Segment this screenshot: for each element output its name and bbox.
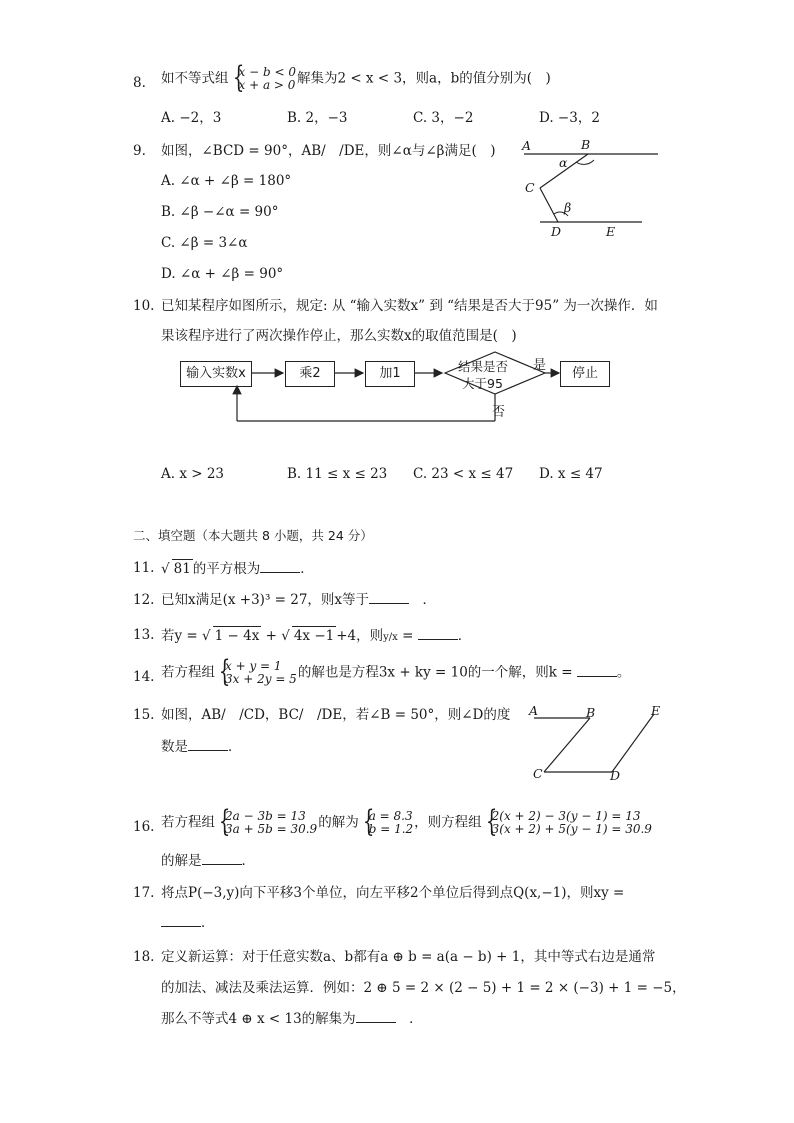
q15-number: 15. <box>133 707 155 723</box>
q16-answer-blank[interactable] <box>202 852 242 865</box>
q9-label-beta: β <box>564 200 572 215</box>
q9-number: 9. <box>133 143 146 159</box>
q8-option-a[interactable]: A. −2，3 <box>161 110 222 126</box>
q8-pre: 如不等式组 <box>161 70 229 87</box>
q9-label-c: C <box>525 180 535 195</box>
q15-stem: 如图，AB/ /CD，BC/ /DE，若∠B = 50°，则∠D的度 <box>161 707 511 723</box>
flow-input-box: 输入实数x <box>180 361 252 387</box>
q9-label-b: B <box>581 137 591 152</box>
q15-line2: 数是 ． <box>161 739 242 755</box>
flow-add-box: 加1 <box>365 361 415 387</box>
q15-label-a: A <box>529 703 539 718</box>
q10-option-d[interactable]: D. x ≤ 47 <box>539 466 603 482</box>
q11-stem: √ 81 的平方根为 ． <box>161 561 314 577</box>
q9-stem: 如图，∠BCD = 90°，AB/ /DE，则∠α与∠β满足( ) <box>161 143 496 159</box>
q10-line2: 果该程序进行了两次操作停止，那么实数x的取值范围是( ) <box>161 328 517 344</box>
q14-system: { x + y = 1 3x + 2y = 5 <box>216 660 297 686</box>
q14-answer-blank[interactable] <box>577 664 617 677</box>
q8-option-b[interactable]: B. 2，−3 <box>287 110 348 126</box>
q18-line2: 的加法、减法及乘法运算．例如：2 ⊕ 5 = 2 × (2 − 5) + 1 = 2 × (−3) + 1 = −5， <box>161 980 686 996</box>
q17-answer-blank[interactable] <box>161 914 201 927</box>
q13-answer-blank[interactable] <box>418 627 458 640</box>
q9-option-c[interactable]: C. ∠β = 3∠α <box>161 235 248 251</box>
q16-stem: 若方程组 { 2a − 3b = 13 3a + 5b = 30.9 的解为 { a = 8.3 b = 1.2 ，则方程组 { 2(x + 2) − 3(y − 1) = 13 3(x + 2) + 5(y − 1) = 30.9 <box>161 810 653 836</box>
q9-figure <box>518 136 668 241</box>
q9-option-a[interactable]: A. ∠α + ∠β = 180° <box>161 173 292 189</box>
q11-radicand: 81 <box>173 561 191 577</box>
q16-line2: 的解是 ． <box>161 853 255 869</box>
q12-number: 12. <box>133 592 155 608</box>
flow-decision-line2: 大于95 <box>462 376 503 391</box>
q9-option-d[interactable]: D. ∠α + ∠β = 90° <box>161 266 284 282</box>
q18-number: 18. <box>133 949 155 965</box>
q18-line1: 定义新运算：对于任意实数a、b都有a ⊕ b = a(a − b) + 1，其中等式右边是通常 <box>161 949 656 965</box>
q10-option-c[interactable]: C. 23 < x ≤ 47 <box>413 466 514 482</box>
q15-answer-blank[interactable] <box>188 738 228 751</box>
q14-number: 14. <box>133 669 155 685</box>
q17-stem: 将点P(−3,y)向下平移3个单位，向左平移2个单位后得到点Q(x,−1)，则xy = <box>161 885 625 901</box>
q18-line3: 那么不等式4 ⊕ x < 13的解集为 ． <box>161 1011 423 1027</box>
q15-label-c: C <box>533 766 543 781</box>
q14-stem: 若方程组 { x + y = 1 3x + 2y = 5 的解也是方程3x + ky = 10的一个解，则k = 。 <box>161 660 630 686</box>
q10-option-b[interactable]: B. 11 ≤ x ≤ 23 <box>287 466 388 482</box>
q15-label-e: E <box>651 703 661 718</box>
section-2-heading: 二、填空题（本大题共 8 小题，共 24 分） <box>133 528 373 543</box>
q16-number: 16. <box>133 819 155 835</box>
q10-line1: 已知某程序如图所示，规定: 从 “输入实数x” 到 “结果是否大于95” 为一次操作．如 <box>161 298 658 314</box>
q8-post: 解集为2 < x < 3，则a，b的值分别为( ) <box>296 70 551 87</box>
q8-stem <box>161 66 551 92</box>
q12-stem: 已知x满足(x +3)³ = 27，则x等于 ． <box>161 592 437 608</box>
q17-line2: ． <box>161 914 215 932</box>
q13-number: 13. <box>133 627 155 643</box>
q16-system-2: { a = 8.3 b = 1.2 <box>360 810 413 836</box>
q8-system: { x − b < 0 x + a > 0 <box>230 66 296 92</box>
q9-label-a: A <box>522 138 532 153</box>
q13-stem: 若y = √ 1 − 4x + √ 4x −1 +4，则y/x = ． <box>161 628 472 644</box>
q10-option-a[interactable]: A. x > 23 <box>161 466 225 482</box>
q16-system-3: { 2(x + 2) − 3(y − 1) = 13 3(x + 2) + 5(y − 1) = 30.9 <box>483 810 652 836</box>
q8-option-d[interactable]: D. −3，2 <box>539 110 600 126</box>
q15-label-b: B <box>586 705 596 720</box>
q9-label-e: E <box>606 224 616 239</box>
q8-number: 8. <box>133 75 146 91</box>
q11-number: 11. <box>133 560 155 576</box>
q15-label-d: D <box>610 768 621 783</box>
flow-stop-box: 停止 <box>560 361 610 387</box>
q8-option-c[interactable]: C. 3，−2 <box>413 110 474 126</box>
q18-answer-blank[interactable] <box>356 1010 396 1023</box>
q10-number: 10. <box>133 298 155 314</box>
q16-system-1: { 2a − 3b = 13 3a + 5b = 30.9 <box>216 810 317 836</box>
q10-flowchart-lines <box>170 348 630 428</box>
q17-number: 17. <box>133 885 155 901</box>
q12-answer-blank[interactable] <box>369 591 409 604</box>
q9-label-alpha: α <box>559 155 568 170</box>
q9-label-d: D <box>551 224 562 239</box>
flow-yes-label: 是 <box>533 358 547 373</box>
flow-no-label: 否 <box>492 405 506 420</box>
q11-answer-blank[interactable] <box>260 560 300 573</box>
q9-option-b[interactable]: B. ∠β −∠α = 90° <box>161 204 279 220</box>
flow-multiply-box: 乘2 <box>285 361 335 387</box>
flow-decision-line1: 结果是否 <box>458 359 509 374</box>
